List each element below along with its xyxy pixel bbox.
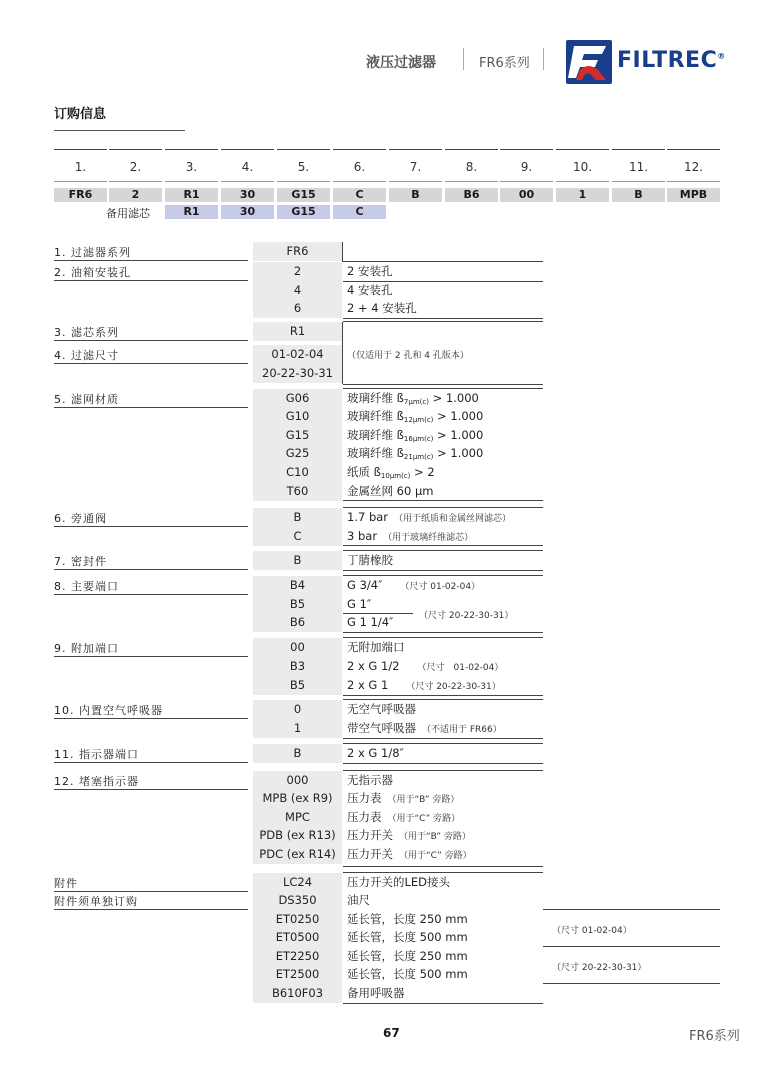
order-code-cell: B bbox=[612, 188, 665, 202]
option-code: 000 bbox=[253, 771, 342, 790]
row-label: 2. 油箱安装孔 bbox=[54, 266, 131, 279]
option-description bbox=[347, 947, 468, 966]
order-position-number: 2. bbox=[129, 160, 142, 174]
order-mid-line bbox=[445, 181, 498, 182]
description-note: （用于“B” 旁路） bbox=[387, 795, 460, 805]
description-text: 金属丝网 60 μm bbox=[347, 484, 434, 498]
option-code: PDB (ex R13) bbox=[253, 826, 342, 845]
option-description bbox=[347, 845, 472, 864]
option-code: B4 bbox=[253, 576, 342, 595]
description-divider bbox=[343, 699, 543, 700]
description-text: 压力表 bbox=[347, 791, 382, 805]
option-description bbox=[347, 826, 471, 845]
option-code: 00 bbox=[253, 638, 342, 657]
option-code: 20-22-30-31 bbox=[253, 364, 342, 383]
beta-subscript: 12μm(c) bbox=[403, 416, 434, 424]
option-description bbox=[347, 444, 483, 463]
option-description bbox=[347, 482, 433, 501]
option-code: B3 bbox=[253, 657, 342, 676]
description-note: （用于“B” 旁路） bbox=[399, 832, 471, 842]
description-text: 4 安装孔 bbox=[347, 283, 393, 297]
extension-divider bbox=[543, 983, 720, 984]
description-text: 丁腈橡胶 bbox=[347, 553, 393, 567]
beta-subscript: 10μm(c) bbox=[380, 472, 411, 480]
extension-divider bbox=[543, 946, 720, 947]
beta-ratio: > 1.000 bbox=[433, 428, 484, 442]
description-text: 延长管，长度 500 mm bbox=[347, 967, 468, 981]
group-bottom-line bbox=[343, 545, 543, 546]
side-note-size: （尺寸 01-02-04） bbox=[552, 926, 632, 936]
option-description bbox=[347, 657, 503, 676]
code-column-border bbox=[342, 322, 343, 345]
beta-subscript: 7μm(c) bbox=[403, 398, 429, 406]
description-text: 2 x G 1 bbox=[347, 678, 389, 692]
option-code: C10 bbox=[253, 463, 342, 482]
order-code-cell: B6 bbox=[445, 188, 498, 202]
description-divider bbox=[343, 637, 543, 638]
option-code: 2 bbox=[253, 262, 342, 281]
option-code: G06 bbox=[253, 389, 342, 408]
description-note: （不适用于 FR66） bbox=[422, 725, 502, 735]
spare-code-cell: C bbox=[333, 205, 386, 219]
option-description bbox=[347, 345, 469, 364]
header-divider bbox=[463, 48, 464, 70]
option-code: B5 bbox=[253, 595, 342, 614]
order-mid-line bbox=[556, 181, 609, 182]
option-description bbox=[347, 771, 393, 790]
description-text: 压力开关的LED接头 bbox=[347, 875, 451, 889]
order-top-line bbox=[54, 149, 107, 150]
description-text: G 3/4″ bbox=[347, 578, 383, 592]
option-description bbox=[347, 910, 468, 929]
spare-code-cell: R1 bbox=[165, 205, 218, 219]
label-underline bbox=[54, 340, 248, 341]
extension-divider bbox=[543, 909, 720, 910]
label-underline bbox=[54, 656, 248, 657]
order-code-cell: R1 bbox=[165, 188, 218, 202]
order-mid-line bbox=[54, 181, 107, 182]
order-top-line bbox=[333, 149, 386, 150]
description-text: 延长管，长度 250 mm bbox=[347, 912, 468, 926]
description-text: 延长管，长度 500 mm bbox=[347, 930, 468, 944]
order-code-cell: C bbox=[333, 188, 386, 202]
option-code: B6 bbox=[253, 613, 342, 632]
beta-subscript: 21μm(c) bbox=[403, 453, 434, 461]
label-underline bbox=[54, 363, 248, 364]
page-number: 67 bbox=[383, 1026, 400, 1040]
section-title: 订购信息 bbox=[54, 107, 107, 122]
order-code-cell: G15 bbox=[277, 188, 330, 202]
option-code: G25 bbox=[253, 444, 342, 463]
order-code-cell: 1 bbox=[556, 188, 609, 202]
description-text: 1.7 bar bbox=[347, 510, 389, 524]
option-description bbox=[347, 595, 371, 614]
sub-divider bbox=[343, 613, 413, 614]
description-text: G 1 1/4″ bbox=[347, 615, 394, 629]
group-bottom-line bbox=[343, 866, 543, 867]
group-bottom-line bbox=[343, 632, 543, 633]
label-underline bbox=[54, 762, 248, 763]
option-code: B5 bbox=[253, 676, 342, 695]
option-code: G15 bbox=[253, 426, 342, 445]
order-position-number: 10. bbox=[572, 160, 593, 174]
option-code: C bbox=[253, 527, 342, 546]
description-text: 备用呼吸器 bbox=[347, 986, 405, 1000]
order-top-line bbox=[221, 149, 274, 150]
option-code: ET2500 bbox=[253, 965, 342, 984]
order-top-line bbox=[109, 149, 162, 150]
option-description bbox=[347, 281, 392, 300]
order-position-number: 3. bbox=[185, 160, 198, 174]
order-code-cell: FR6 bbox=[54, 188, 107, 202]
code-column-border bbox=[342, 242, 343, 262]
option-description bbox=[347, 719, 502, 738]
group-bottom-line bbox=[343, 763, 543, 764]
description-divider bbox=[343, 550, 543, 551]
description-text: 纸质 ß bbox=[347, 465, 381, 479]
order-mid-line bbox=[667, 181, 720, 182]
description-divider bbox=[343, 507, 543, 508]
option-description bbox=[347, 744, 404, 763]
description-note: （用于“C” 旁路） bbox=[399, 851, 472, 861]
order-top-line bbox=[612, 149, 665, 150]
option-description bbox=[347, 676, 501, 695]
description-text: 3 bar bbox=[347, 529, 378, 543]
option-description bbox=[347, 407, 483, 426]
description-text: 压力开关 bbox=[347, 828, 393, 842]
label-underline bbox=[54, 789, 248, 790]
side-note-size: （尺寸 20-22-30-31） bbox=[552, 963, 647, 973]
beta-subscript: 16μm(c) bbox=[403, 435, 434, 443]
option-description bbox=[347, 299, 417, 318]
order-code-cell: B bbox=[389, 188, 442, 202]
option-description bbox=[347, 808, 460, 827]
option-code: B610F03 bbox=[253, 984, 342, 1003]
option-description bbox=[347, 426, 483, 445]
option-description bbox=[347, 262, 392, 281]
order-mid-line bbox=[389, 181, 442, 182]
description-divider bbox=[343, 743, 543, 744]
label-underline bbox=[54, 407, 248, 408]
accessory-label-line bbox=[54, 891, 248, 892]
option-code: B bbox=[253, 551, 342, 570]
description-divider bbox=[343, 261, 543, 262]
order-mid-line bbox=[221, 181, 274, 182]
label-underline bbox=[54, 569, 248, 570]
option-description bbox=[347, 576, 480, 595]
order-top-line bbox=[556, 149, 609, 150]
description-text: 无附加端口 bbox=[347, 640, 405, 654]
title-underline bbox=[54, 130, 185, 131]
description-text: 无指示器 bbox=[347, 773, 393, 787]
spare-code-cell: G15 bbox=[277, 205, 330, 219]
order-position-number: 11. bbox=[628, 160, 649, 174]
description-text: 压力表 bbox=[347, 810, 382, 824]
option-code: R1 bbox=[253, 322, 342, 341]
description-divider bbox=[343, 575, 543, 576]
option-description bbox=[347, 928, 468, 947]
row-label: 附件 bbox=[54, 877, 78, 890]
row-label: 1. 过滤器系列 bbox=[54, 246, 131, 259]
option-code: 01-02-04 bbox=[253, 345, 342, 364]
spare-code-cell: 30 bbox=[221, 205, 274, 219]
option-description bbox=[347, 891, 370, 910]
option-code: MPC bbox=[253, 808, 342, 827]
description-note: （尺寸 01-02-04） bbox=[417, 663, 504, 673]
row-label: 10. 内置空气呼吸器 bbox=[54, 704, 163, 717]
description-text: 带空气呼吸器 bbox=[347, 721, 416, 735]
option-description bbox=[347, 789, 459, 808]
row-label: 9. 附加端口 bbox=[54, 642, 119, 655]
order-mid-line bbox=[612, 181, 665, 182]
order-code-cell: 30 bbox=[221, 188, 274, 202]
group-bottom-line bbox=[343, 281, 543, 282]
option-description bbox=[347, 463, 435, 482]
option-code: 0 bbox=[253, 700, 342, 719]
order-top-line bbox=[277, 149, 330, 150]
order-position-number: 4. bbox=[241, 160, 254, 174]
option-code: T60 bbox=[253, 482, 342, 501]
side-note-size: （尺寸 20-22-30-31） bbox=[419, 611, 514, 621]
row-label: 12. 堵塞指示器 bbox=[54, 775, 139, 788]
option-code: B bbox=[253, 508, 342, 527]
option-code: PDC (ex R14) bbox=[253, 845, 342, 864]
description-note: （用于纸质和金属丝网滤芯） bbox=[394, 514, 512, 524]
order-position-number: 9. bbox=[520, 160, 533, 174]
row-label: 6. 旁通阀 bbox=[54, 512, 107, 525]
label-underline bbox=[54, 594, 248, 595]
description-text: G 1″ bbox=[347, 597, 372, 611]
group-bottom-line bbox=[343, 384, 543, 385]
description-text: 油尺 bbox=[347, 893, 370, 907]
label-underline bbox=[54, 718, 248, 719]
label-underline bbox=[54, 280, 248, 281]
option-code: B bbox=[253, 744, 342, 763]
option-code: LC24 bbox=[253, 873, 342, 892]
description-note: （用于“C” 旁路） bbox=[387, 814, 461, 824]
order-top-line bbox=[165, 149, 218, 150]
order-top-line bbox=[667, 149, 720, 150]
description-text: 玻璃纤维 ß bbox=[347, 446, 404, 460]
footer-series: FR6系列 bbox=[689, 1029, 740, 1044]
order-mid-line bbox=[333, 181, 386, 182]
option-description bbox=[347, 700, 416, 719]
option-description bbox=[347, 389, 479, 408]
option-code: MPB (ex R9) bbox=[253, 789, 342, 808]
order-code-cell: 00 bbox=[500, 188, 553, 202]
option-code: G10 bbox=[253, 407, 342, 426]
group-bottom-line bbox=[343, 1003, 543, 1004]
order-mid-line bbox=[165, 181, 218, 182]
description-note: （尺寸 01-02-04） bbox=[400, 582, 481, 592]
description-divider bbox=[343, 388, 543, 389]
label-underline bbox=[54, 526, 248, 527]
order-top-line bbox=[389, 149, 442, 150]
option-code: 4 bbox=[253, 281, 342, 300]
header-divider bbox=[543, 48, 544, 70]
beta-ratio: > 1.000 bbox=[433, 409, 484, 423]
option-code: ET2250 bbox=[253, 947, 342, 966]
group-bottom-line bbox=[343, 318, 543, 319]
description-note: （尺寸 20-22-30-31） bbox=[406, 682, 501, 692]
label-underline bbox=[54, 909, 248, 910]
description-text: 无空气呼吸器 bbox=[347, 702, 416, 716]
description-text: 玻璃纤维 ß bbox=[347, 428, 404, 442]
description-text: 2 + 4 安装孔 bbox=[347, 301, 417, 315]
option-description bbox=[347, 965, 468, 984]
option-code: ET0250 bbox=[253, 910, 342, 929]
trademark-mark: ® bbox=[717, 51, 726, 61]
label-underline bbox=[54, 260, 248, 261]
code-column-border bbox=[342, 345, 343, 384]
option-description bbox=[347, 613, 393, 632]
brand-name-text: FILTREC bbox=[617, 48, 718, 73]
order-position-number: 8. bbox=[465, 160, 478, 174]
option-code: 6 bbox=[253, 299, 342, 318]
group-bottom-line bbox=[343, 695, 543, 696]
description-text: 延长管，长度 250 mm bbox=[347, 949, 468, 963]
description-divider bbox=[343, 872, 543, 873]
option-description bbox=[347, 551, 393, 570]
description-text: 2 x G 1/8″ bbox=[347, 746, 404, 760]
row-label: 11. 指示器端口 bbox=[54, 748, 139, 761]
order-mid-line bbox=[500, 181, 553, 182]
option-description bbox=[347, 873, 450, 892]
description-note: （用于玻璃纤维滤芯） bbox=[383, 533, 474, 543]
spare-element-label: 备用滤芯 bbox=[106, 207, 150, 220]
order-position-number: 5. bbox=[297, 160, 310, 174]
description-text: 2 安装孔 bbox=[347, 264, 393, 278]
order-top-line bbox=[500, 149, 553, 150]
row-label: 7. 密封件 bbox=[54, 555, 107, 568]
beta-ratio: > 2 bbox=[410, 465, 435, 479]
description-divider bbox=[343, 770, 543, 771]
description-divider bbox=[343, 321, 543, 322]
header-title: 液压过滤器 bbox=[366, 55, 436, 71]
order-position-number: 6. bbox=[353, 160, 366, 174]
option-code: 1 bbox=[253, 719, 342, 738]
order-position-number: 7. bbox=[409, 160, 422, 174]
option-description bbox=[347, 508, 511, 527]
brand-name bbox=[617, 48, 726, 73]
group-bottom-line bbox=[343, 500, 543, 501]
order-mid-line bbox=[277, 181, 330, 182]
description-text: 压力开关 bbox=[347, 847, 393, 861]
beta-ratio: > 1.000 bbox=[433, 446, 484, 460]
group-bottom-line bbox=[343, 570, 543, 571]
option-description bbox=[347, 638, 405, 657]
option-code: FR6 bbox=[253, 242, 342, 261]
filtrec-logo-icon bbox=[566, 40, 612, 84]
option-code: ET0500 bbox=[253, 928, 342, 947]
option-description bbox=[347, 984, 405, 1003]
option-code: DS350 bbox=[253, 891, 342, 910]
description-text: 2 x G 1/2 bbox=[347, 659, 400, 673]
description-note: （仅适用于 2 孔和 4 孔版本） bbox=[347, 351, 469, 361]
header-series: FR6系列 bbox=[479, 56, 530, 71]
order-top-line bbox=[445, 149, 498, 150]
row-label: 附件须单独订购 bbox=[54, 895, 138, 908]
order-position-number: 1. bbox=[74, 160, 87, 174]
option-description bbox=[347, 527, 473, 546]
order-position-number: 12. bbox=[683, 160, 704, 174]
order-code-cell: MPB bbox=[667, 188, 720, 202]
row-label: 5. 滤网材质 bbox=[54, 393, 119, 406]
beta-ratio: > 1.000 bbox=[428, 391, 479, 405]
description-text: 玻璃纤维 ß bbox=[347, 409, 404, 423]
order-mid-line bbox=[109, 181, 162, 182]
order-code-cell: 2 bbox=[109, 188, 162, 202]
row-label: 8. 主要端口 bbox=[54, 580, 119, 593]
group-bottom-line bbox=[343, 738, 543, 739]
row-label: 3. 滤芯系列 bbox=[54, 326, 119, 339]
description-text: 玻璃纤维 ß bbox=[347, 391, 404, 405]
row-label: 4. 过滤尺寸 bbox=[54, 349, 119, 362]
